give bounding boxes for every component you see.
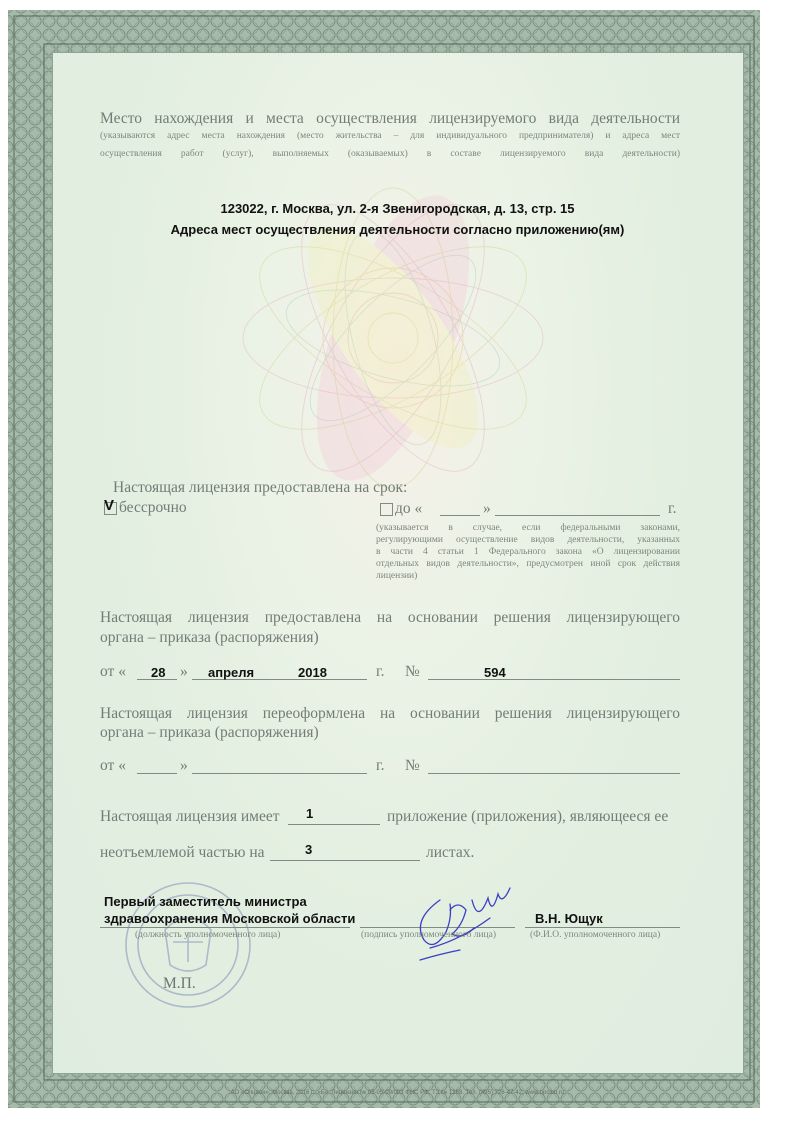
- reissue-quote-close: »: [180, 757, 188, 774]
- reissue-from-label: от «: [100, 757, 126, 774]
- seal-label: М.П.: [163, 975, 196, 992]
- appendix-line1-suffix: приложение (приложения), являющееся ее: [387, 808, 669, 825]
- address-line-2: Адреса мест осуществления деятельности согласно приложению(ям): [170, 222, 625, 237]
- signature-caption: (подпись уполномоченного лица): [361, 930, 497, 940]
- appendix-line1-prefix: Настоящая лицензия имеет: [100, 808, 280, 825]
- term-note-3: в части 4 статьи 1 Федерального закона «О лицензировании: [376, 547, 680, 557]
- signatory-position-2: здравоохранения Московской области: [104, 911, 356, 926]
- term-note-4: отдельных видов деятельности», предусмотрен иной срок действия: [376, 559, 680, 569]
- header-note-1: (указываются адрес места нахождения (место жительства – для индивидуального предпринимателя) и адреса мест: [100, 131, 680, 141]
- unlimited-check-mark: V: [104, 497, 115, 514]
- until-quote-close: »: [483, 500, 491, 517]
- appendix-count-line: [288, 824, 380, 825]
- appendix-count: 1: [306, 806, 314, 821]
- signatory-name: В.Н. Ющук: [535, 911, 603, 926]
- name-line: [525, 927, 680, 928]
- basis-quote-close: »: [180, 663, 188, 680]
- until-prefix: до «: [395, 500, 423, 517]
- header-title: Место нахождения и места осуществления лицензируемого вида деятельности: [100, 110, 680, 127]
- basis-year-suffix: г.: [376, 663, 385, 680]
- basis-month: апреля: [208, 665, 255, 680]
- basis-line-1: Настоящая лицензия предоставлена на основании решения лицензирующего: [100, 609, 680, 626]
- basis-from-label: от «: [100, 663, 126, 680]
- reissue-number-label: №: [405, 757, 420, 774]
- signatory-position-1: Первый заместитель министра: [104, 894, 307, 909]
- position-line: [100, 927, 350, 928]
- until-day-line: [440, 515, 480, 516]
- term-note-2: регулирующими осуществление видов деятельности, указанных: [376, 535, 680, 545]
- basis-year: 2018: [298, 665, 327, 680]
- reissue-line-2: органа – приказа (распоряжения): [100, 724, 319, 741]
- until-suffix: г.: [668, 500, 677, 517]
- reissue-date-line: [192, 773, 367, 774]
- name-caption: (Ф.И.О. уполномоченного лица): [530, 930, 661, 940]
- reissue-line-1: Настоящая лицензия переоформлена на основании решения лицензирующего: [100, 705, 680, 722]
- reissue-day-line: [137, 773, 177, 774]
- reissue-number-line: [428, 773, 680, 774]
- appendix-line2-suffix: листах.: [426, 844, 475, 861]
- term-note-5: лицензии): [376, 571, 418, 581]
- basis-number-label: №: [405, 663, 420, 680]
- basis-number-line: [428, 679, 680, 680]
- term-note-1: (указывается в случае, если федеральными законами,: [376, 523, 680, 533]
- appendix-line2-prefix: неотъемлемой частью на: [100, 844, 265, 861]
- printer-line: АО «Опцион», Москва, 2016 г., «Б». Лицензия № 05-05-09/003 ФНС РФ, ТЗ № 1268. Тел. (495) 726-47-42, www.opcion.ru: [230, 1090, 565, 1096]
- header-note-2: осуществления работ (услуг), выполняемых (оказываемых) в составе лицензируемого вида деятельности): [100, 149, 680, 159]
- until-checkbox: [380, 503, 393, 516]
- basis-line-2: органа – приказа (распоряжения): [100, 629, 319, 646]
- position-caption: (должность уполномоченного лица): [135, 930, 281, 940]
- basis-number: 594: [484, 665, 506, 680]
- unlimited-label: бессрочно: [119, 499, 187, 516]
- term-heading: Настоящая лицензия предоставлена на срок:: [113, 479, 408, 496]
- until-date-line: [495, 515, 660, 516]
- basis-day: 28: [151, 665, 166, 680]
- reissue-year-suffix: г.: [376, 757, 385, 774]
- address-line-1: 123022, г. Москва, ул. 2-я Звенигородская, д. 13, стр. 15: [220, 201, 575, 216]
- signature-scribble: [410, 880, 520, 970]
- appendix-sheets-line: [270, 860, 420, 861]
- appendix-sheets: 3: [305, 842, 313, 857]
